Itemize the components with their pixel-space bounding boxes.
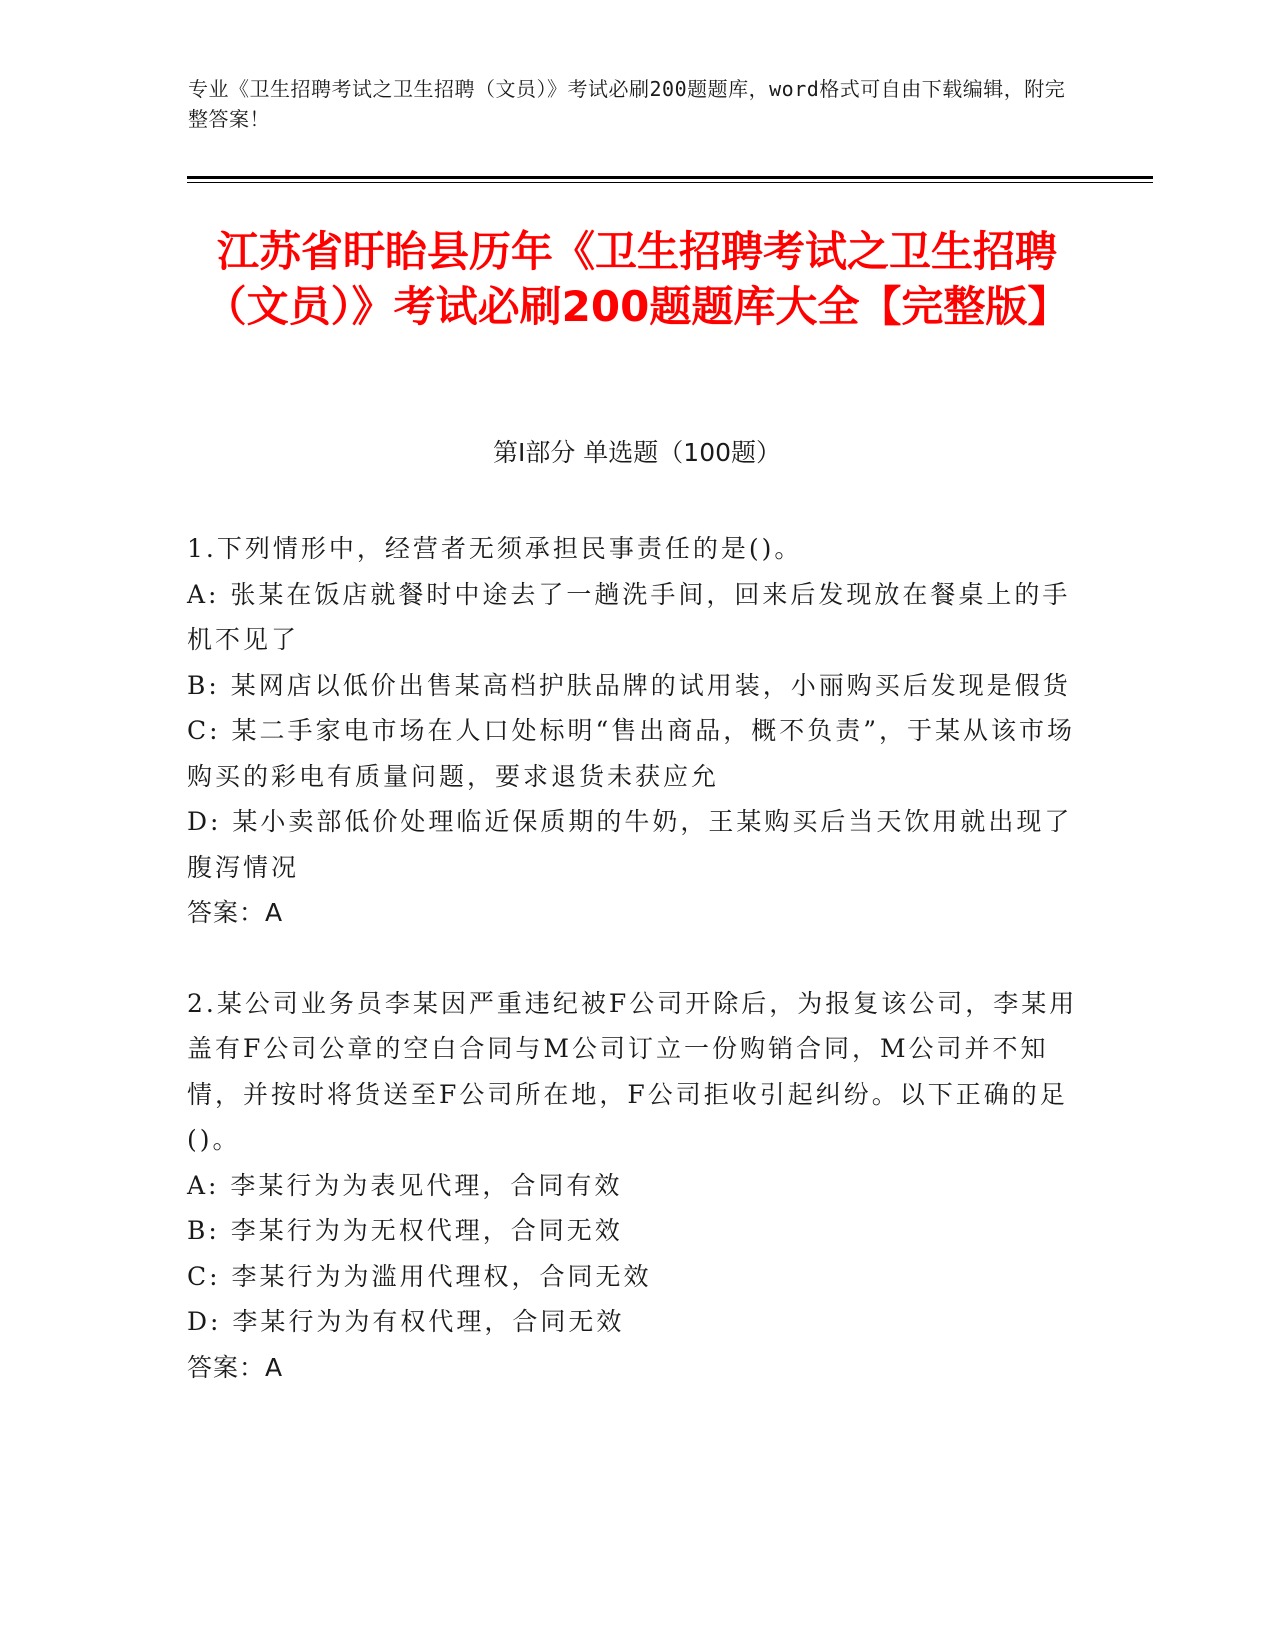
option-d: D: 某小卖部低价处理临近保质期的牛奶，王某购买后当天饮用就出现了腹泻情况 [187,807,1073,882]
section-title: 第I部分 单选题（100题） [492,438,782,467]
question-2 [187,981,1087,1391]
option-a: A: 李某行为为表见代理，合同有效 [187,1170,623,1200]
header-rule-thin [187,182,1153,183]
question-1 [187,526,1087,936]
header-rule-thick [187,176,1153,179]
answer: 答案：A [187,898,284,927]
question-stem: 1.下列情形中，经营者无须承担民事责任的是()。 [187,534,803,563]
header-note: 专业《卫生招聘考试之卫生招聘（文员）》考试必刷200题题库，word格式可自由下载编辑，附完整答案！ [188,77,1066,131]
question-list [187,526,1087,1390]
option-a: A: 张某在饭店就餐时中途去了一趟洗手间，回来后发现放在餐桌上的手机不见了 [187,579,1071,654]
option-b: B: 李某行为为无权代理，合同无效 [187,1216,623,1245]
question-stem: 2.某公司业务员李某因严重违纪被F公司开除后，为报复该公司，李某用盖有F公司公章的空白合同与M公司订立一份购销合同，M公司并不知情，并按时将货送至F公司所在地，F公司拒收引起纠纷。以下正确的足()。 [187,988,1078,1154]
answer: 答案：A [187,1352,284,1382]
option-b: B: 某网店以低价出售某高档护肤品牌的试用装，小丽购买后发现是假货 [187,670,1071,700]
option-c: C: 李某行为为滥用代理权，合同无效 [187,1261,652,1291]
option-c: C: 某二手家电市场在人口处标明“售出商品，概不负责”，于某从该市场购买的彩电有质量问题，要求退货未获应允 [187,716,1076,791]
document-title: 江苏省盱眙县历年《卫生招聘考试之卫生招聘（文员）》考试必刷200题题库大全【完整版】 [204,227,1070,331]
option-d: D: 李某行为为有权代理，合同无效 [187,1307,625,1336]
